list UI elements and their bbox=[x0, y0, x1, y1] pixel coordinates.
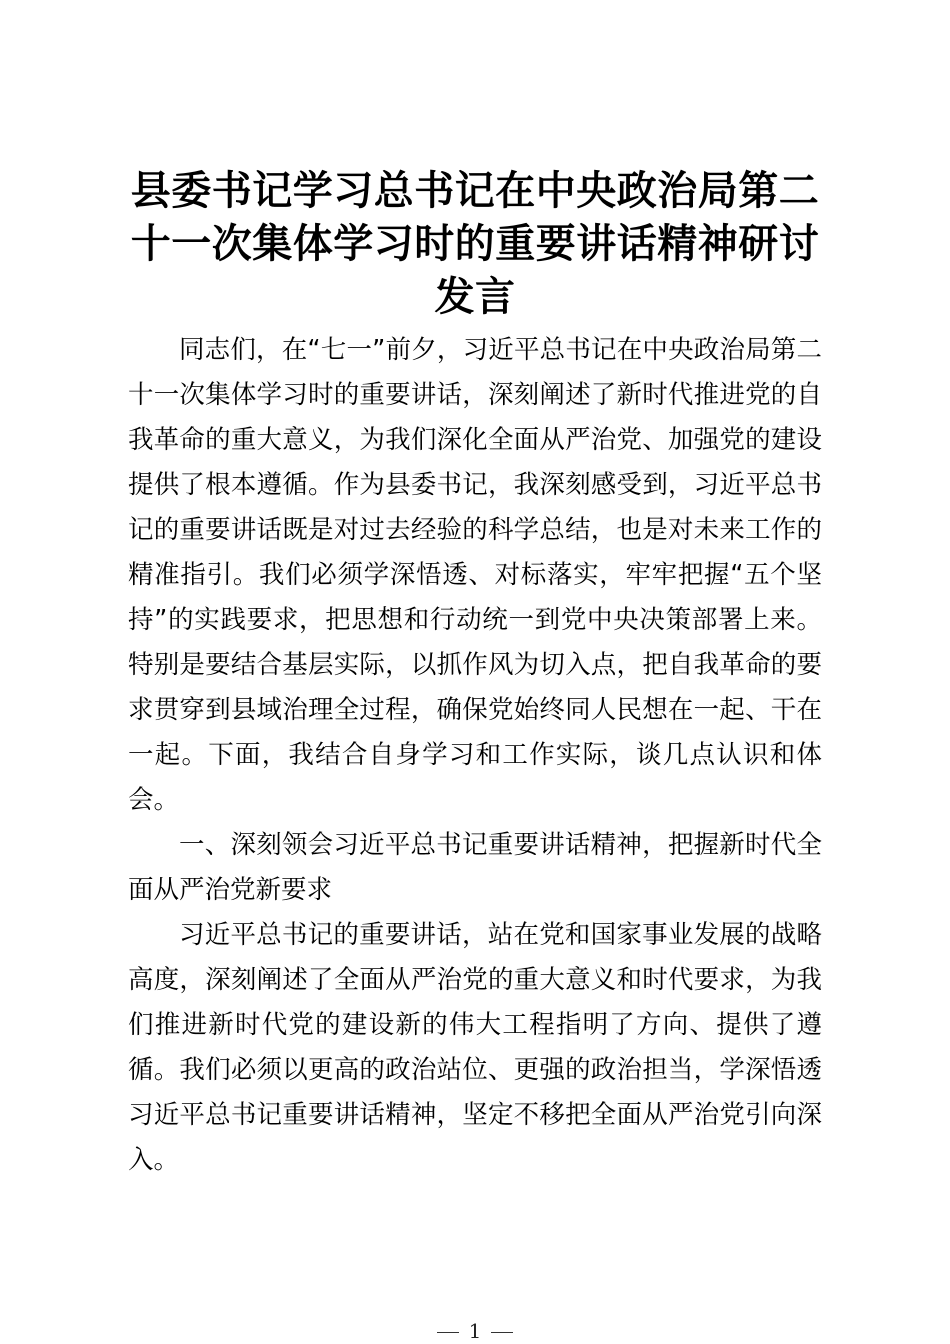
paragraph-intro: 同志们，在“七一”前夕，习近平总书记在中央政治局第二十一次集体学习时的重要讲话，深刻阐述了新时代推进党的自我革命的重大意义，为我们深化全面从严治党、加强党的建设提供了根本遵循。作为县委书记，我深刻感受到，习近平总书记的重要讲话既是对过去经验的科学总结，也是对未来工作的精准指引。我们必须学深悟透、对标落实，牢牢把握“五个坚持”的实践要求，把思想和行动统一到党中央决策部署上来。特别是要结合基层实际，以抓作风为切入点，把自我革命的要求贯穿到县域治理全过程，确保党始终同人民想在一起、干在一起。下面，我结合自身学习和工作实际，谈几点认识和体会。 bbox=[128, 335, 822, 815]
footer-dash-right bbox=[491, 1332, 513, 1333]
page-number: 1 bbox=[468, 1319, 482, 1343]
page-footer bbox=[0, 1318, 950, 1344]
document-title: 县委书记学习总书记在中央政治局第二十一次集体学习时的重要讲话精神研讨发言 bbox=[130, 168, 820, 320]
paragraph-section-1: 习近平总书记的重要讲话，站在党和国家事业发展的战略高度，深刻阐述了全面从严治党的重大意义和时代要求，为我们推进新时代党的建设新的伟大工程指明了方向、提供了遵循。我们必须以更高的政治站位、更强的政治担当，学深悟透习近平总书记重要讲话精神，坚定不移把全面从严治党引向深入。 bbox=[128, 920, 822, 1175]
footer-dash-left bbox=[437, 1332, 459, 1333]
document-body bbox=[128, 328, 822, 1183]
section-heading-1: 一、深刻领会习近平总书记重要讲话精神，把握新时代全面从严治党新要求 bbox=[128, 830, 822, 905]
